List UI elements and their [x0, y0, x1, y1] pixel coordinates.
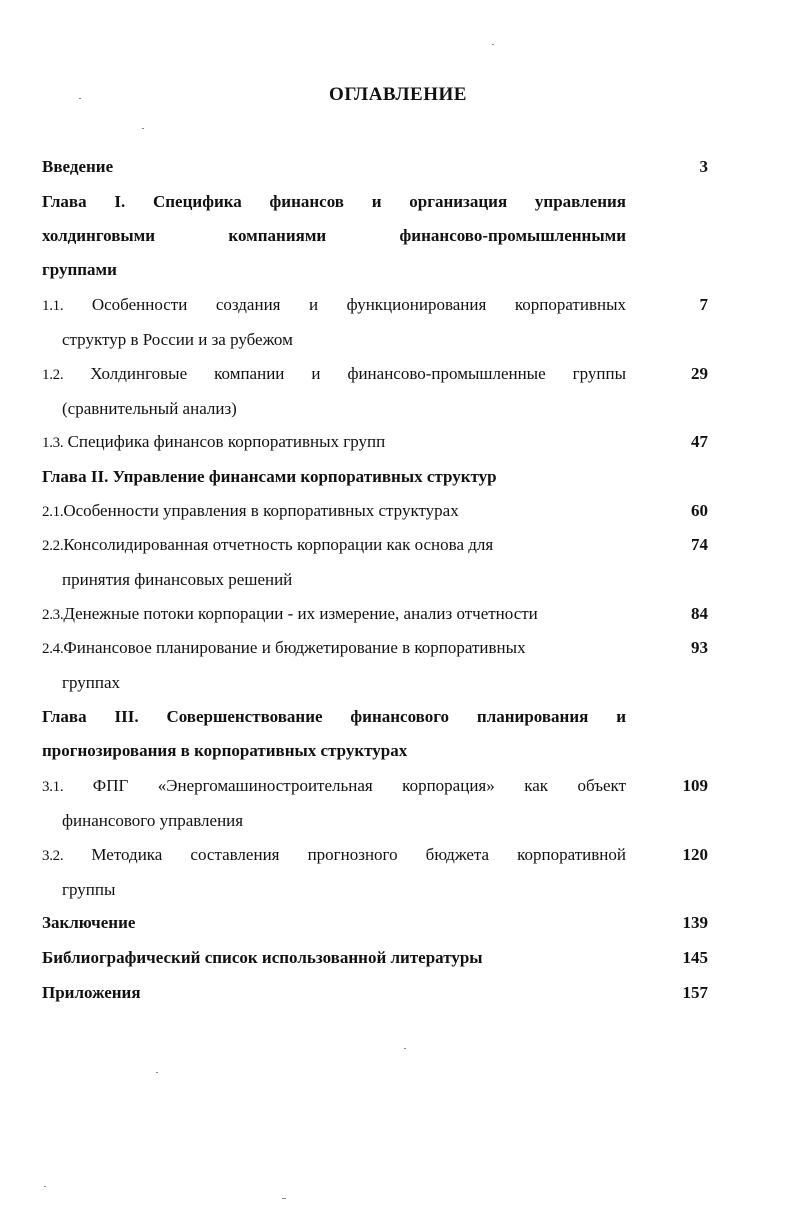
toc-section-number: 2.4. [42, 641, 64, 657]
toc-page-number: 109 [682, 776, 708, 795]
toc-section-title: Холдинговые компании и финансово-промышленные группы [90, 364, 626, 383]
page-title: ОГЛАВЛЕНИЕ [329, 84, 467, 105]
scan-speck [142, 128, 144, 129]
toc-section-number: 2.2. [42, 538, 64, 554]
toc-section-number: 3.2. [42, 848, 64, 864]
toc-section-title: Консолидированная отчетность корпорации как основа для [63, 535, 494, 554]
toc-chapter-line: Глава I. Специфика финансов и организация управления [42, 192, 626, 211]
toc-section-line [42, 494, 626, 529]
toc-section-line: структур в России и за рубежом [62, 330, 293, 349]
toc-page-number: 3 [699, 157, 708, 176]
toc-section-3-2 [42, 838, 626, 907]
toc-section-line [42, 425, 626, 460]
toc-entry-introduction [42, 150, 626, 184]
toc-entry-appendices [42, 976, 626, 1010]
toc-chapter-2 [42, 460, 642, 494]
toc-section-2-3 [42, 597, 642, 632]
toc-section-3-1 [42, 769, 626, 838]
toc-chapter-line: холдинговыми компаниями финансово-промышленными [42, 226, 626, 245]
toc-section-line [42, 288, 626, 323]
toc-section-1-2 [42, 357, 626, 426]
toc-entry-label: Заключение [42, 913, 136, 932]
toc-section-number: 2.1. [42, 504, 64, 520]
toc-section-number: 1.3. [42, 435, 64, 451]
toc-section-line: финансового управления [62, 811, 244, 830]
toc-section-number: 2.3. [42, 607, 64, 623]
toc-section-line: группы [62, 880, 116, 899]
toc-entry-conclusion [42, 906, 626, 940]
toc-entry-label: Приложения [42, 983, 141, 1002]
scan-speck [492, 44, 494, 45]
toc-page-number: 157 [682, 983, 708, 1002]
toc-chapter-line: Глава III. Совершенствование финансового планирования и [42, 707, 626, 726]
toc-entry-label: Введение [42, 157, 114, 176]
toc-chapter-3 [42, 700, 626, 768]
toc-section-2-4 [42, 631, 626, 700]
toc-section-line [42, 528, 626, 563]
scan-speck [282, 1198, 286, 1199]
toc-chapter-line: группами [42, 260, 117, 279]
toc-section-2-1 [42, 494, 626, 529]
toc-page-number: 7 [699, 295, 708, 314]
toc-section-number: 3.1. [42, 779, 64, 795]
toc-page-number: 120 [682, 845, 708, 864]
toc-section-title: Специфика финансов корпоративных групп [67, 432, 386, 451]
toc-section-line: группах [62, 673, 120, 692]
toc-chapter-line: Глава II. Управление финансами корпоративных структур [42, 467, 497, 486]
toc-section-line: принятия финансовых решений [62, 570, 293, 589]
scan-speck [79, 98, 81, 99]
toc-section-title: Методика составления прогнозного бюджета корпоративной [91, 845, 626, 864]
toc-section-line [42, 838, 626, 873]
toc-page-number: 47 [691, 432, 708, 451]
toc-section-number: 1.1. [42, 298, 64, 314]
toc-page-number: 60 [691, 501, 708, 520]
toc-chapter-1 [42, 185, 626, 287]
toc-page-number: 93 [691, 638, 708, 657]
toc-page-number: 139 [682, 913, 708, 932]
toc-section-number: 1.2. [42, 367, 64, 383]
toc-entry-label: Библиографический список использованной литературы [42, 948, 483, 967]
toc-section-title: Денежные потоки корпорации - их измерение, анализ отчетности [63, 604, 538, 623]
toc-section-line [42, 357, 626, 392]
toc-section-title: ФПГ «Энергомашиностроительная корпорация» как объект [92, 776, 626, 795]
scan-speck [404, 1048, 406, 1049]
toc-section-line: (сравнительный анализ) [62, 399, 237, 418]
toc-section-1-1 [42, 288, 626, 357]
toc-section-line [42, 597, 642, 632]
toc-entry-bibliography [42, 941, 626, 975]
toc-section-1-3 [42, 425, 626, 460]
toc-section-title: Финансовое планирование и бюджетирование в корпоративных [63, 638, 526, 657]
toc-page-number: 145 [682, 948, 708, 967]
toc-chapter-line: прогнозирования в корпоративных структурах [42, 741, 408, 760]
toc-page-number: 84 [691, 604, 708, 623]
scan-speck [156, 1072, 158, 1073]
toc-section-title: Особенности создания и функционирования корпоративных [91, 295, 626, 314]
scan-speck [44, 1186, 46, 1187]
toc-page-number: 74 [691, 535, 708, 554]
toc-section-2-2 [42, 528, 626, 597]
toc-section-line [42, 769, 626, 804]
toc-page-number: 29 [691, 364, 708, 383]
toc-section-line [42, 631, 626, 666]
toc-section-title: Особенности управления в корпоративных структурах [63, 501, 459, 520]
